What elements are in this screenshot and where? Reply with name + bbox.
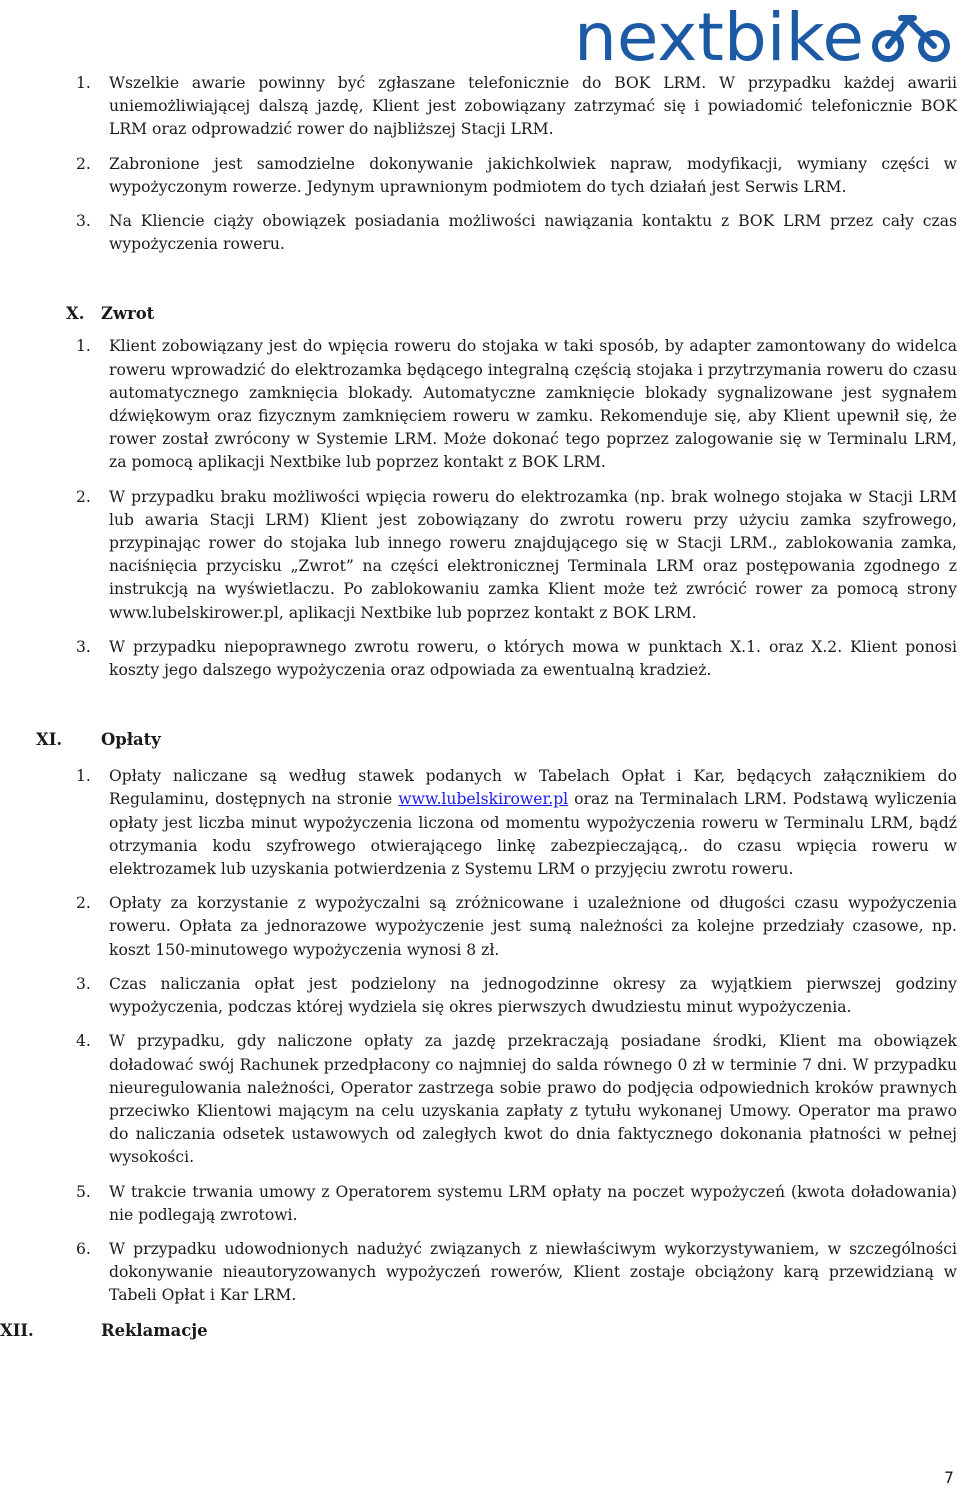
website-link[interactable]: www.lubelskirower.pl bbox=[398, 790, 569, 809]
item-number: 1. bbox=[76, 337, 91, 356]
section-number: XII. bbox=[0, 1320, 34, 1340]
list-item bbox=[0, 1238, 960, 1308]
section-x-list bbox=[0, 335, 960, 682]
list-item bbox=[0, 335, 960, 474]
item-number: 2. bbox=[76, 894, 91, 913]
section-heading-xii bbox=[0, 1319, 960, 1343]
page-number: 7 bbox=[944, 1469, 954, 1487]
list-item bbox=[0, 636, 960, 682]
section-heading-x bbox=[0, 302, 960, 326]
list-item bbox=[0, 892, 960, 962]
item-number: 5. bbox=[76, 1182, 91, 1201]
section-title: Opłaty bbox=[101, 730, 161, 750]
item-text: Czas naliczania opłat jest podzielony na jednogodzinne okresy za wyjątkiem pierwszej godziny wypożyczenia, podczas której wydziela się okres pierwszych dwudziestu minut wypożyczenia. bbox=[109, 974, 957, 1017]
item-text: Opłaty za korzystanie z wypożyczalni są zróżnicowane i uzależnione od długości czasu wypożyczenia roweru. Opłata za jednorazowe wypożyczenie jest sumą należności za kolejne przedziały czasowe, np. koszt 150-minutowego wypożyczenia wynosi 8 zł. bbox=[109, 894, 957, 959]
list-item bbox=[0, 72, 960, 142]
item-text: W przypadku, gdy naliczone opłaty za jazdę przekraczają posiadane środki, Klient ma obowiązek doładować swój Rachunek przedpłacony co najmniej do salda równego 0 zł w terminie 7 dni. W przypadku nieuregulowania należności, Operator zastrzega sobie prawo do podjęcia odpowiednich kroków prawnych przeciwko Klientowi mającym na celu uzyskania zapłaty z tytułu wykonanej Umowy. Operator ma prawo do naliczania odsetek ustawowych od zaległych kwot do dnia faktycznego dokonania płatności w pełnej wysokości. bbox=[109, 1032, 957, 1167]
section-title: Reklamacje bbox=[101, 1320, 208, 1340]
list-item bbox=[0, 153, 960, 199]
item-text: W przypadku braku możliwości wpięcia roweru do elektrozamka (np. brak wolnego stojaka w Stacji LRM lub awaria Stacji LRM) Klient jest zobowiązany do zwrotu roweru przy użyciu zamka szyfrowego, przypinając rower do stojaka lub innego roweru znajdującego się w Stacji LRM., zablokowania zamka, naciśnięcia przycisku „Zwrot” na części elektronicznej Terminala LRM oraz postępowania zgodnego z instrukcją na wyświetlaczu. Po zablokowaniu zamka Klient może też zwrócić rower za pomocą strony www.lubelskirower.pl, aplikacji Nextbike lub poprzez kontakt z BOK LRM. bbox=[109, 487, 957, 622]
item-number: 6. bbox=[76, 1239, 91, 1258]
item-text: Na Kliencie ciąży obowiązek posiadania możliwości nawiązania kontaktu z BOK LRM przez cały czas wypożyczenia roweru. bbox=[109, 212, 957, 254]
item-number: 1. bbox=[76, 767, 91, 786]
intro-list bbox=[0, 72, 960, 256]
item-text-before: Opłaty naliczane są według stawek podanych w Tabelach Opłat i Kar, będących załącznikiem do Regulaminu, dostępnych na stronie bbox=[109, 767, 957, 809]
logo-wordmark: nextbike bbox=[574, 4, 864, 64]
section-xi-list bbox=[0, 765, 960, 1307]
item-text: W trakcie trwania umowy z Operatorem systemu LRM opłaty na poczet wypożyczeń (kwota doładowania) nie podlegają zwrotowi. bbox=[109, 1182, 957, 1224]
item-text: Klient zobowiązany jest do wpięcia roweru do stojaka w taki sposób, by adapter zamontowany do widelca roweru wprowadzić do elektrozamka będącego integralną częścią stojaka i przytrzymania roweru do czasu automatycznego zamknięcia blokady. Automatyczne zamknięcie blokady sygnalizowane jest sygnałem dźwiękowym oraz fizycznym zamknięciem roweru w zamku. Rekomenduje się, aby Klient upewnił się, że rower został zwrócony w Systemie LRM. Może dokonać tego poprzez zalogowanie się w Terminalu LRM, za pomocą aplikacji Nextbike lub poprzez kontakt z BOK LRM. bbox=[109, 337, 957, 472]
section-title: Zwrot bbox=[101, 304, 155, 324]
item-text: W przypadku udowodnionych nadużyć związanych z niewłaściwym wykorzystywaniem, w szczególności dokonywanie nieautoryzowanych wypożyczeń rowerów, Klient zostaje obciążony karą przewidzianą w Tabeli Opłat i Kar LRM. bbox=[109, 1239, 957, 1305]
section-number: XI. bbox=[36, 730, 63, 750]
list-item bbox=[0, 973, 960, 1019]
list-item bbox=[0, 1181, 960, 1227]
item-number: 3. bbox=[76, 212, 91, 231]
item-text-after: oraz na Terminalach LRM. Podstawą wyliczenia opłaty jest liczba minut wypożyczenia liczona od momentu wypożyczenia roweru w Terminalu LRM, bądź otrzymania kodu szyfrowego otwierającego linkę zabezpieczającą,. do czasu wpięcia roweru w elektrozamek lub uzyskania potwierdzenia z Systemu LRM o przyjęciu zwrotu roweru. bbox=[109, 790, 957, 879]
list-item bbox=[0, 1030, 960, 1169]
nextbike-logo bbox=[572, 4, 956, 64]
item-number: 3. bbox=[76, 637, 91, 656]
list-item bbox=[0, 765, 960, 881]
item-number: 3. bbox=[76, 974, 91, 993]
item-text: Wszelkie awarie powinny być zgłaszane telefonicznie do BOK LRM. W przypadku każdej awarii uniemożliwiającej dalszą jazdę, Klient jest zobowiązany zatrzymać się i powiadomić telefonicznie BOK LRM oraz odprowadzić rower do najbliższej Stacji LRM. bbox=[109, 74, 957, 139]
item-number: 2. bbox=[76, 154, 91, 173]
item-number: 2. bbox=[76, 487, 91, 506]
item-number: 4. bbox=[76, 1032, 91, 1051]
bicycle-icon bbox=[875, 18, 947, 59]
section-heading-xi bbox=[0, 728, 960, 752]
item-text: Zabronione jest samodzielne dokonywanie jakichkolwiek napraw, modyfikacji, wymiany części w wypożyczonym rowerze. Jedynym uprawnionym podmiotem do tych działań jest Serwis LRM. bbox=[109, 154, 957, 196]
list-item bbox=[0, 210, 960, 256]
item-number: 1. bbox=[76, 74, 91, 92]
document-body bbox=[0, 66, 960, 1343]
item-text: W przypadku niepoprawnego zwrotu roweru, o których mowa w punktach X.1. oraz X.2. Klient ponosi koszty jego dalszego wypożyczenia oraz odpowiada za ewentualną kradzież. bbox=[109, 637, 957, 680]
section-number: X. bbox=[66, 304, 85, 324]
list-item bbox=[0, 486, 960, 625]
